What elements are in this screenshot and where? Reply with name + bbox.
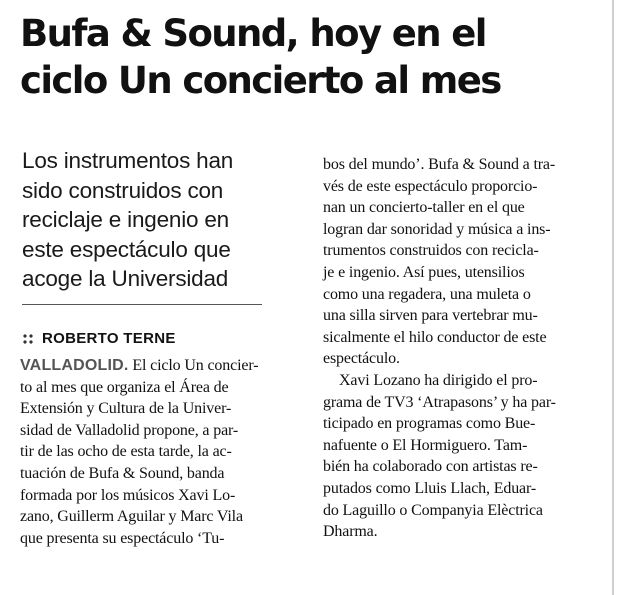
dateline-city: VALLADOLID. — [20, 357, 129, 374]
body-line: formada por los músicos Xavi Lo- — [20, 486, 236, 504]
body-line: grama de TV3 ‘Atrapasons’ y ha par- — [323, 393, 556, 411]
body-line: trumentos construidos con recicla- — [323, 242, 539, 260]
byline-dots-icon — [22, 333, 34, 345]
subheadline — [22, 146, 277, 294]
body-line: Xavi Lozano ha dirigido el pro- — [339, 371, 538, 389]
body-line: logran dar sonoridad y música a ins- — [323, 220, 551, 238]
body-line — [20, 355, 302, 377]
headline — [20, 10, 610, 104]
body-line: Dharma. — [323, 523, 378, 541]
body-line: sicalmente el hilo conductor de este — [323, 328, 547, 346]
body-line: to al mes que organiza el Área de — [20, 378, 229, 396]
body-line: espectáculo. — [323, 350, 400, 368]
subhead-line: este espectáculo que — [22, 236, 231, 262]
body-line: tir de las ocho de esta tarde, la ac- — [20, 443, 232, 461]
body-line: Extensión y Cultura de la Univer- — [20, 400, 232, 418]
body-line: zano, Guillerm Aguilar y Marc Vila — [20, 508, 243, 526]
body-line: una silla sirven para vertebrar mu- — [323, 307, 538, 325]
body-line: je e ingenio. Así pues, utensilios — [323, 263, 525, 281]
body-line: bos del mundo’. Bufa & Sound a tra- — [323, 156, 556, 173]
body-column-1 — [20, 355, 302, 549]
author-name: ROBERTO TERNE — [42, 330, 176, 347]
body-line: que presenta su espectáculo ‘Tu- — [20, 529, 225, 547]
subhead-line: sido construidos con — [22, 177, 224, 203]
subhead-line: Los instrumentos han — [22, 148, 234, 173]
body-line: putados como Lluis Llach, Eduar- — [323, 479, 537, 497]
body-line: como una regadera, una muleta o — [323, 285, 531, 303]
subhead-line: acoge la Universidad — [22, 266, 229, 291]
body-line: ticipado en programas como Bue- — [323, 415, 536, 433]
body-line: nafuente o El Hormiguero. Tam- — [323, 436, 528, 454]
body-line: vés de este espectáculo proporcio- — [323, 177, 538, 195]
byline — [22, 330, 176, 347]
divider — [22, 304, 262, 305]
body-line: nan un concierto-taller en el que — [323, 199, 525, 217]
body-line: sidad de Valladolid propone, a par- — [20, 421, 239, 439]
body-line-text: El ciclo Un concier- — [128, 357, 259, 374]
body-line: tuación de Bufa & Sound, banda — [20, 464, 225, 482]
subhead-line: reciclaje e ingenio en — [22, 207, 229, 232]
body-column-2 — [323, 154, 613, 543]
body-line: bién ha colaborado con artistas re- — [323, 458, 538, 476]
body-line: do Laguillo o Companyia Elèctrica — [323, 501, 543, 519]
headline-line: Bufa & Sound, hoy en el — [20, 12, 486, 55]
headline-line: ciclo Un concierto al mes — [20, 59, 501, 102]
page-edge — [612, 0, 614, 595]
